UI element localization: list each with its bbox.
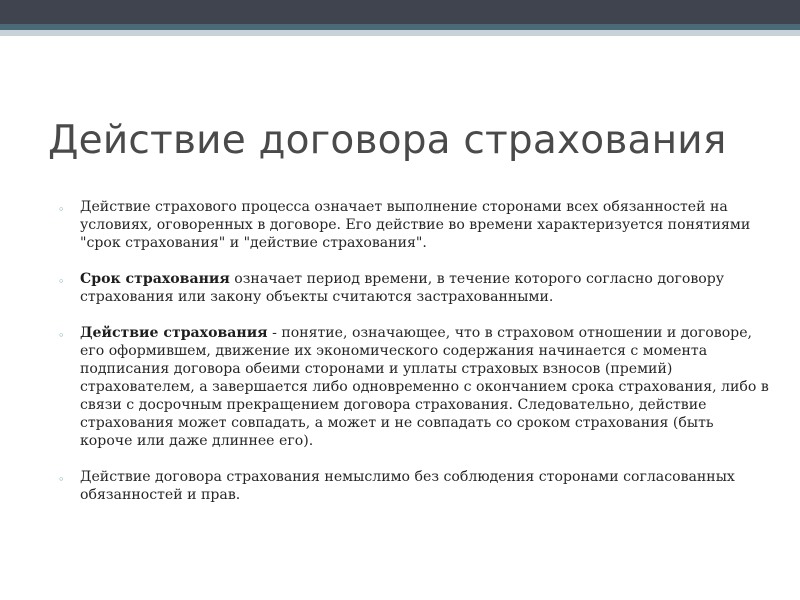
bullet-term: Действие страхования xyxy=(80,325,268,341)
bullet-marker-icon: ◦ xyxy=(58,473,65,486)
bullet-marker-icon: ◦ xyxy=(58,329,65,342)
bullet-item-4 xyxy=(58,468,770,504)
bullet-item-3 xyxy=(58,324,770,450)
bullet-text: Действие страхового процесса означает выполнение сторонами всех обязанностей на условиях, оговоренных в договоре. Его действие во времени характеризуется понятиями "срок страхования" и "действие страхования". xyxy=(80,199,751,251)
bullet-text: означает период времени, в течение которого согласно договору страхования или закону объекты считаются застрахованными. xyxy=(80,271,725,305)
top-decorative-bar xyxy=(0,0,800,36)
bullet-item-2 xyxy=(58,270,770,306)
slide-title: Действие договора страхования xyxy=(48,118,727,163)
top-bar-light-stripe xyxy=(0,30,800,36)
bullet-term: Срок страхования xyxy=(80,271,230,287)
bullet-text: Действие договора страхования немыслимо без соблюдения сторонами согласованных обязанностей и прав. xyxy=(80,469,735,503)
bullet-list xyxy=(58,198,770,522)
bullet-item-1 xyxy=(58,198,770,252)
bullet-marker-icon: ◦ xyxy=(58,203,65,216)
bullet-text: - понятие, означающее, что в страховом отношении и договоре, его оформившем, движение их экономического содержания начинается с момента подписания договора обеими сторонами и уплаты страховых взносов (премий) страхователем, а завершается либо одновременно с окончанием срока страхования, либо в связи с досрочным прекращением договора страхования. Следовательно, действие страхования может совпадать, а может и не совпадать со сроком страхования (быть короче или даже длиннее его). xyxy=(80,325,769,449)
bullet-marker-icon: ◦ xyxy=(58,275,65,288)
